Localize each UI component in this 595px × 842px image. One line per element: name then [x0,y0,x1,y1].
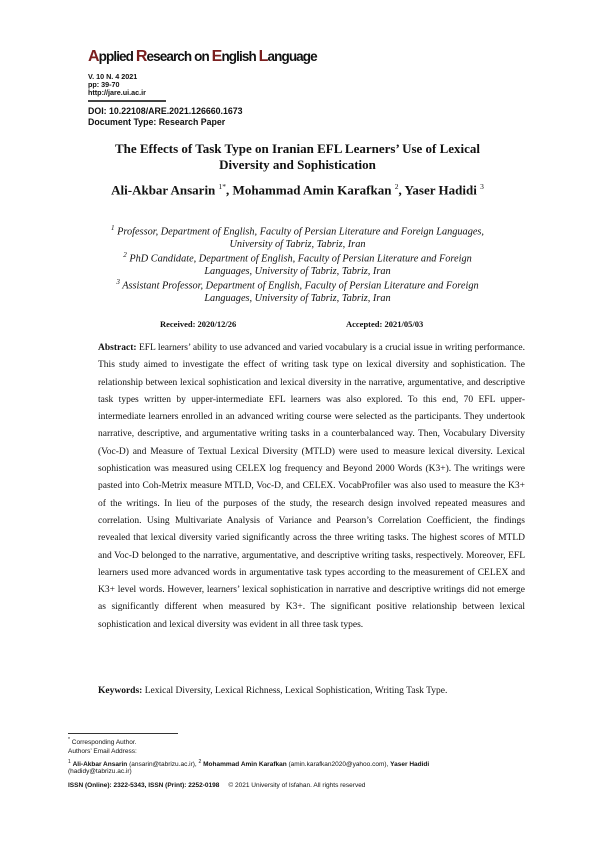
keywords-text: Lexical Diversity, Lexical Richness, Lexical Sophistication, Writing Task Type. [144,686,448,696]
journal-title-cap-1: A [88,48,99,65]
email-address-1[interactable]: (ansarin@tabrizu.ac.ir), [129,761,197,769]
affiliation-1-line-2: University of Tabriz, Tabriz, Iran [229,238,366,250]
article-title-line-2: Diversity and Sophistication [219,157,376,172]
author-name-1: Ali-Akbar Ansarin [111,182,216,198]
affiliation-1-sup: 1 [110,224,115,232]
author-sup-2: 2 [394,182,399,191]
affiliation-3 [70,276,525,305]
journal-title-rest-3: nglish [221,49,259,64]
affiliation-3-line-2: Languages, University of Tabriz, Tabriz, Iran [204,292,391,304]
footnote-asterisk: * [68,737,70,743]
email-author-2: Mohammad Amin Karafkan [203,761,287,769]
author-name-2: Mohammad Amin Karafkan [232,182,392,198]
email-address-2[interactable]: (amin.karafkan2020@yahoo.com), [288,761,389,769]
affiliation-3-line-1: Assistant Professor, Department of English, Faculty of Persian Literature and Foreign [122,280,479,292]
article-title-line-1: The Effects of Task Type on Iranian EFL Learners’ Use of Lexical [114,141,481,156]
corresponding-author-note: Corresponding Author. [71,739,137,747]
affiliation-2-line-2: Languages, University of Tabriz, Tabriz, Iran [204,265,391,277]
journal-title-rest-1: pplied [98,49,136,64]
journal-url[interactable]: http://jare.ui.ac.ir [88,88,146,97]
author-sup-1: 1* [218,182,227,191]
journal-pages: pp: 39-70 [88,80,120,89]
journal-title-rest-2: esearch on [146,49,212,64]
affiliation-1 [70,222,525,251]
abstract-label: Abstract: [98,343,137,353]
abstract-text: EFL learners’ ability to use advanced and varied vocabulary is a crucial issue in writing performance. This study aimed to investigate the effect of writing task type on lexical diversity and sophistication. The relationship between lexical sophistication and lexical diversity in the narrative, argumentative, and descriptive task types written by upper-intermediate EFL learners was also explored. To this end, 70 EFL upper-intermediate learners enrolled in an advanced writing course were selected as the participants. They undertook narrative, descriptive, and argumentative writing tasks in a counterbalanced way. Then, Vocabulary Diversity (Voc-D) and Measure of Textual Lexical Diversity (MTLD) were used to measure lexical diversity. Lexical sophistication was measured using CELEX log frequency and Beyond 2000 Words (K3+). The writings were pasted into Coh-Metrix measure MTLD, Voc-D, and CELEX. VocabProfiler was also used to measure the K3+ of the writings. In lieu of the purposes of the study, the research design involved repeated measures and correlation. Using Multivariate Analysis of Variance and Pearson’s Correlation Coefficient, the findings revealed that lexical diversity varied significantly across the three writing tasks. The highest scores of MTLD and Voc-D belonged to the narrative, argumentative, and descriptive writing tasks, respectively. Moreover, EFL learners used more advanced words in argumentative task types according to the measurement of CELEX and K3+ level words. However, learners’ lexical sophistication in narrative and descriptive writings did not emerge as significantly different when measured by K3+. The significant positive relationship between lexical sophistication and lexical diversity was evident in all three task types. [98,343,525,630]
article-title [80,141,515,173]
authors-email-label: Authors’ Email Address: [68,748,137,755]
doi[interactable]: DOI: 10.22108/ARE.2021.126660.1673 [88,106,243,116]
affiliation-1-line-1: Professor, Department of English, Faculty of Persian Literature and Foreign Languages, [117,226,485,238]
journal-title [88,48,317,66]
accepted-date: Accepted: 2021/05/03 [346,319,424,329]
author-sep-2: , [398,182,405,198]
journal-volume: V. 10 N. 4 2021 [88,72,138,81]
received-date: Received: 2020/12/26 [160,319,237,329]
author-name-3: Yaser Hadidi [404,182,477,198]
author-sep-1: , [226,182,233,198]
email-author-3: Yaser Hadidi [390,761,430,769]
authors-emails: $^1$ Ali-Akbar Ansarin (ansarin@tabrizu.ac.ir), $^2$ Mohammad Amin Karafkan (amin.karafkan2020@yahoo.com), Yaser Hadidi [68,759,430,769]
issn-line [68,781,528,791]
journal-title-cap-3: E [211,48,222,65]
journal-title-rest-4: anguage [267,49,317,64]
email-address-3[interactable]: (hadidy@tabrizu.ac.ir) [68,768,132,775]
email-author-1: Ali-Akbar Ansarin [72,761,128,769]
abstract [98,340,525,634]
affiliation-3-sup: 3 [116,278,120,286]
keywords [98,684,525,698]
affiliation-2 [70,249,525,278]
author-sup-3: 3 [480,182,484,191]
affiliation-2-line-1: PhD Candidate, Department of English, Faculty of Persian Literature and Foreign [129,253,472,265]
keywords-label: Keywords: [98,686,143,696]
journal-title-cap-4: L [258,48,268,65]
author-list [60,182,535,198]
copyright: © 2021 University of Isfahan. All rights reserved [228,782,366,789]
document-type: Document Type: Research Paper [88,117,226,127]
header-divider [88,100,166,102]
issn: ISSN (Online): 2322-5343, ISSN (Print): 2252-0198 [68,782,220,789]
affiliation-2-sup: 2 [123,251,127,259]
footnote-divider [68,733,178,734]
journal-title-cap-2: R [135,48,147,65]
